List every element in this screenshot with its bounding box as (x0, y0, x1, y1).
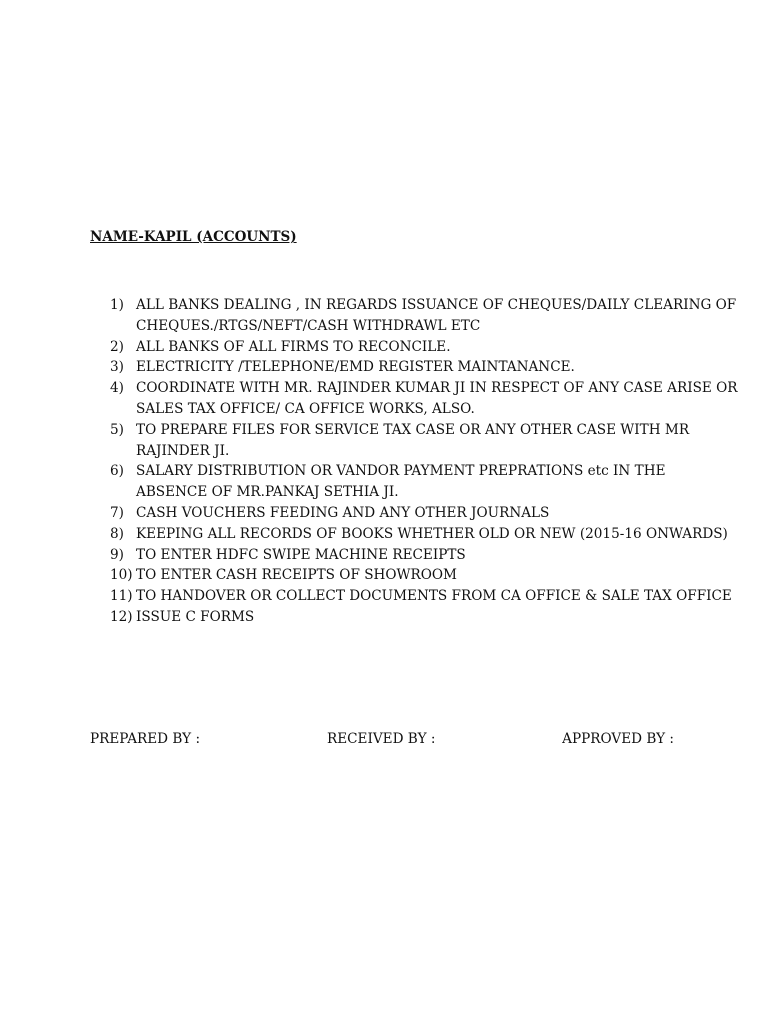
list-item-line: ALL BANKS DEALING , IN REGARDS ISSUANCE OF CHEQUES/DAILY CLEARING OF (136, 297, 737, 313)
list-item-line: TO ENTER HDFC SWIPE MACHINE RECEIPTS (136, 546, 466, 563)
list-item-number: 7) (110, 504, 124, 521)
list-item-text (136, 565, 710, 586)
list-item (110, 524, 728, 545)
list-item-text (136, 357, 710, 378)
list-item-line: CHEQUES./RTGS/NEFT/CASH WITHDRAWL ETC (136, 317, 481, 334)
list-item-text (136, 503, 710, 524)
list-item-number: 2) (110, 338, 124, 355)
list-item (110, 295, 737, 337)
signature-row (90, 731, 674, 751)
list-item-number: 4) (110, 380, 124, 397)
list-item (110, 565, 710, 586)
list-item (110, 357, 710, 378)
list-item-text (136, 545, 710, 566)
approved-by-label: APPROVED BY : (562, 731, 674, 747)
list-item-text (136, 420, 710, 462)
list-item-number: 12) (110, 608, 133, 625)
list-item (110, 378, 738, 420)
received-by-label: RECEIVED BY : (327, 731, 436, 747)
list-item-number: 5) (110, 421, 124, 438)
list-item-line: ELECTRICITY /TELEPHONE/EMD REGISTER MAINTANANCE. (136, 359, 575, 376)
list-item-line: SALES TAX OFFICE/ CA OFFICE WORKS, ALSO. (136, 400, 475, 417)
list-item-number: 1) (110, 297, 124, 313)
list-item-text (136, 586, 732, 607)
list-item-number: 6) (110, 463, 124, 480)
list-item (110, 420, 710, 462)
list-item (110, 607, 710, 628)
list-item-text (136, 295, 736, 337)
list-item-line: KEEPING ALL RECORDS OF BOOKS WHETHER OLD OR NEW (2015-16 ONWARDS) (136, 525, 728, 542)
list-item-number: 11) (110, 588, 133, 605)
list-item (110, 503, 710, 524)
list-item-line: CASH VOUCHERS FEEDING AND ANY OTHER JOURNALS (136, 504, 550, 521)
list-item-line: COORDINATE WITH MR. RAJINDER KUMAR JI IN RESPECT OF ANY CASE ARISE OR (136, 380, 738, 397)
duties-list (110, 295, 738, 628)
list-item-text (136, 378, 738, 420)
list-item (110, 586, 732, 607)
prepared-by-label: PREPARED BY : (90, 731, 201, 747)
list-item-text (136, 607, 710, 628)
list-item (110, 545, 710, 566)
list-item-line: ISSUE C FORMS (136, 608, 255, 625)
page-title: NAME-KAPIL (ACCOUNTS) (90, 229, 297, 245)
list-item-line: TO HANDOVER OR COLLECT DOCUMENTS FROM CA OFFICE & SALE TAX OFFICE (136, 588, 732, 605)
list-item (110, 461, 710, 503)
list-item-text (136, 461, 710, 503)
list-item-number: 9) (110, 546, 124, 563)
list-item (110, 337, 710, 358)
list-item-number: 3) (110, 359, 124, 376)
list-item-text (136, 524, 728, 545)
list-item-line: ALL BANKS OF ALL FIRMS TO RECONCILE. (136, 338, 451, 355)
list-item-text (136, 337, 710, 358)
list-item-number: 8) (110, 525, 124, 542)
list-item-number: 10) (110, 567, 133, 584)
list-item-line: SALARY DISTRIBUTION OR VANDOR PAYMENT PREPRATIONS etc IN THE (136, 463, 666, 480)
list-item-line: TO PREPARE FILES FOR SERVICE TAX CASE OR ANY OTHER CASE WITH MR (136, 421, 690, 438)
list-item-line: ABSENCE OF MR.PANKAJ SETHIA JI. (136, 484, 399, 501)
list-item-line: TO ENTER CASH RECEIPTS OF SHOWROOM (136, 567, 457, 584)
list-item-line: RAJINDER JI. (136, 442, 230, 459)
